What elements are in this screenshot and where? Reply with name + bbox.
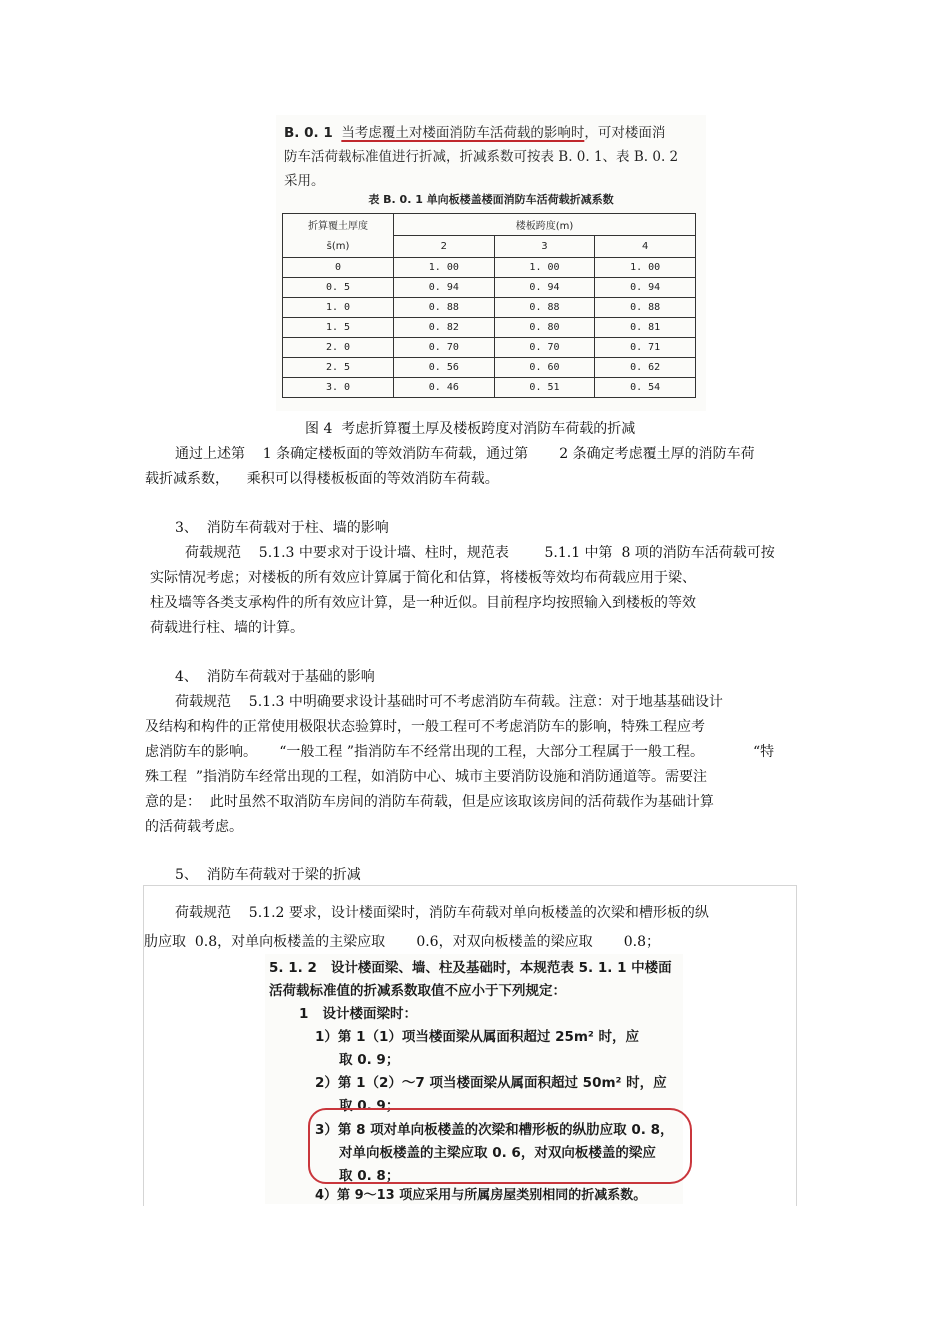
factor-cell: 0. 82	[394, 318, 495, 338]
table-row	[283, 358, 696, 378]
clause512-line10: 取 0. 8；	[339, 1168, 400, 1184]
figure-caption: 图 4 考虑折算覆土厚及楼板跨度对消防车荷载的折减	[305, 421, 636, 437]
span-head: 3	[494, 236, 595, 258]
col-head-thickness-unit: s̄(m)	[283, 236, 394, 258]
factor-cell: 0. 81	[595, 318, 696, 338]
table-row	[283, 278, 696, 298]
section3-line1: 荷载规范 5.1.3 中要求对于设计墙、柱时，规范表 5.1.1 中第 8 项的消防车活荷载可按	[185, 545, 775, 561]
factor-cell: 0. 71	[595, 338, 696, 358]
col-head-thickness: 折算覆土厚度	[283, 214, 394, 236]
section3-line3: 柱及墙等各类支承构件的所有效应计算，是一种近似。目前程序均按照输入到楼板的等效	[150, 595, 696, 611]
factor-cell: 0. 70	[494, 338, 595, 358]
clause512-line5: 取 0. 9；	[339, 1052, 400, 1068]
section4-line6: 的活荷载考虑。	[145, 819, 243, 835]
thickness-cell: 0	[283, 258, 394, 278]
section4-line4: 殊工程 ”指消防车经常出现的工程，如消防中心、城市主要消防设施和消防通道等。需要注	[145, 769, 708, 785]
clause512-line4: 1）第 1（1）项当楼面梁从属面积超过 25m² 时，应	[315, 1029, 640, 1045]
factor-cell: 0. 46	[394, 378, 495, 398]
clause-b01-text	[284, 121, 702, 193]
section5-line1: 荷载规范 5.1.2 要求，设计楼面梁时，消防车荷载对单向板楼盖的次梁和槽形板的纵	[175, 905, 709, 921]
table-caption: 表 B. 0. 1 单向板楼盖楼面消防车活荷载折减系数	[368, 193, 614, 206]
para1-line2: 载折减系数， 乘积可以得楼板板面的等效消防车荷载。	[145, 471, 499, 487]
thickness-cell: 3. 0	[283, 378, 394, 398]
clause-line2: 防车活荷载标准值进行折减，折减系数可按表 B. 0. 1、表 B. 0. 2	[284, 149, 679, 165]
section4-heading: 4、 消防车荷载对于基础的影响	[175, 669, 375, 685]
section5-heading: 5、 消防车荷载对于梁的折减	[175, 867, 361, 883]
clause512-line2: 活荷载标准值的折减系数取值不应小于下列规定：	[269, 983, 566, 999]
section4-line5: 意的是： 此时虽然不取消防车房间的消防车荷载，但是应该取该房间的活荷载作为基础计算	[145, 794, 714, 810]
factor-cell: 0. 62	[595, 358, 696, 378]
span-head: 4	[595, 236, 696, 258]
col-head-span: 楼板跨度(m)	[394, 214, 696, 236]
red-highlight-oval	[308, 1108, 692, 1184]
section3-heading: 3、 消防车荷载对于柱、墙的影响	[175, 520, 389, 536]
section5-line2: 肋应取 0.8，对单向板楼盖的主梁应取 0.6，对双向板楼盖的梁应取 0.8；	[144, 934, 660, 950]
clause512-line1: 5. 1. 2 设计楼面梁、墙、柱及基础时，本规范表 5. 1. 1 中楼面	[269, 960, 672, 976]
factor-cell: 0. 94	[595, 278, 696, 298]
section3-line4: 荷载进行柱、墙的计算。	[150, 620, 304, 636]
clause512-line8: 3）第 8 项对单向板楼盖的次梁和槽形板的纵肋应取 0. 8，	[315, 1122, 674, 1138]
table-row	[283, 338, 696, 358]
thickness-cell: 2. 5	[283, 358, 394, 378]
factor-cell: 0. 70	[394, 338, 495, 358]
clause-number: B. 0. 1	[284, 125, 333, 141]
table-row	[283, 378, 696, 398]
factor-cell: 0. 94	[494, 278, 595, 298]
section3-line2: 实际情况考虑；对楼板的所有效应计算属于简化和估算，将楼板等效均布荷载应用于梁、	[150, 570, 696, 586]
factor-cell: 0. 88	[494, 298, 595, 318]
clause512-line7: 取 0. 9；	[339, 1098, 400, 1114]
table-row	[283, 318, 696, 338]
factor-cell: 0. 88	[595, 298, 696, 318]
factor-cell: 0. 56	[394, 358, 495, 378]
clause512-line11: 4）第 9～13 项应采用与所属房屋类别相同的折减系数。	[315, 1188, 647, 1203]
thickness-cell: 1. 5	[283, 318, 394, 338]
table-row	[283, 298, 696, 318]
clause-line3: 采用。	[284, 173, 325, 189]
thickness-cell: 2. 0	[283, 338, 394, 358]
thickness-cell: 0. 5	[283, 278, 394, 298]
clause512-line9: 对单向板楼盖的主梁应取 0. 6，对双向板楼盖的梁应	[339, 1145, 656, 1161]
factor-cell: 0. 80	[494, 318, 595, 338]
factor-cell: 1. 00	[394, 258, 495, 278]
section4-line2: 及结构和构件的正常使用极限状态验算时，一般工程可不考虑消防车的影响，特殊工程应考	[145, 719, 705, 735]
clause-line1-rest: ，可对楼面消	[584, 125, 666, 141]
factor-cell: 0. 94	[394, 278, 495, 298]
factor-cell: 0. 88	[394, 298, 495, 318]
factor-cell: 1. 00	[494, 258, 595, 278]
scan-clause-b01	[276, 115, 706, 411]
section4-line1: 荷载规范 5.1.3 中明确要求设计基础时可不考虑消防车荷载。注意：对于地基基础设计	[175, 694, 723, 710]
clause512-line3: 1 设计楼面梁时：	[299, 1006, 417, 1022]
table-row	[283, 258, 696, 278]
factor-cell: 0. 60	[494, 358, 595, 378]
reduction-factor-table	[282, 213, 696, 398]
factor-cell: 1. 00	[595, 258, 696, 278]
highlighted-phrase: 当考虑覆土对楼面消防车活荷载的影响时	[341, 125, 585, 141]
factor-cell: 0. 51	[494, 378, 595, 398]
factor-cell: 0. 54	[595, 378, 696, 398]
span-head: 2	[394, 236, 495, 258]
section4-line3: 虑消防车的影响。 “一般工程 ”指消防车不经常出现的工程，大部分工程属于一般工程。 “特	[145, 744, 775, 760]
clause512-line6: 2）第 1（2）～7 项当楼面梁从属面积超过 50m² 时，应	[315, 1075, 667, 1091]
para1-line1: 通过上述第 1 条确定楼板面的等效消防车荷载，通过第 2 条确定考虑覆土厚的消防车荷	[175, 446, 755, 462]
section5-content-box	[143, 885, 797, 1206]
thickness-cell: 1. 0	[283, 298, 394, 318]
